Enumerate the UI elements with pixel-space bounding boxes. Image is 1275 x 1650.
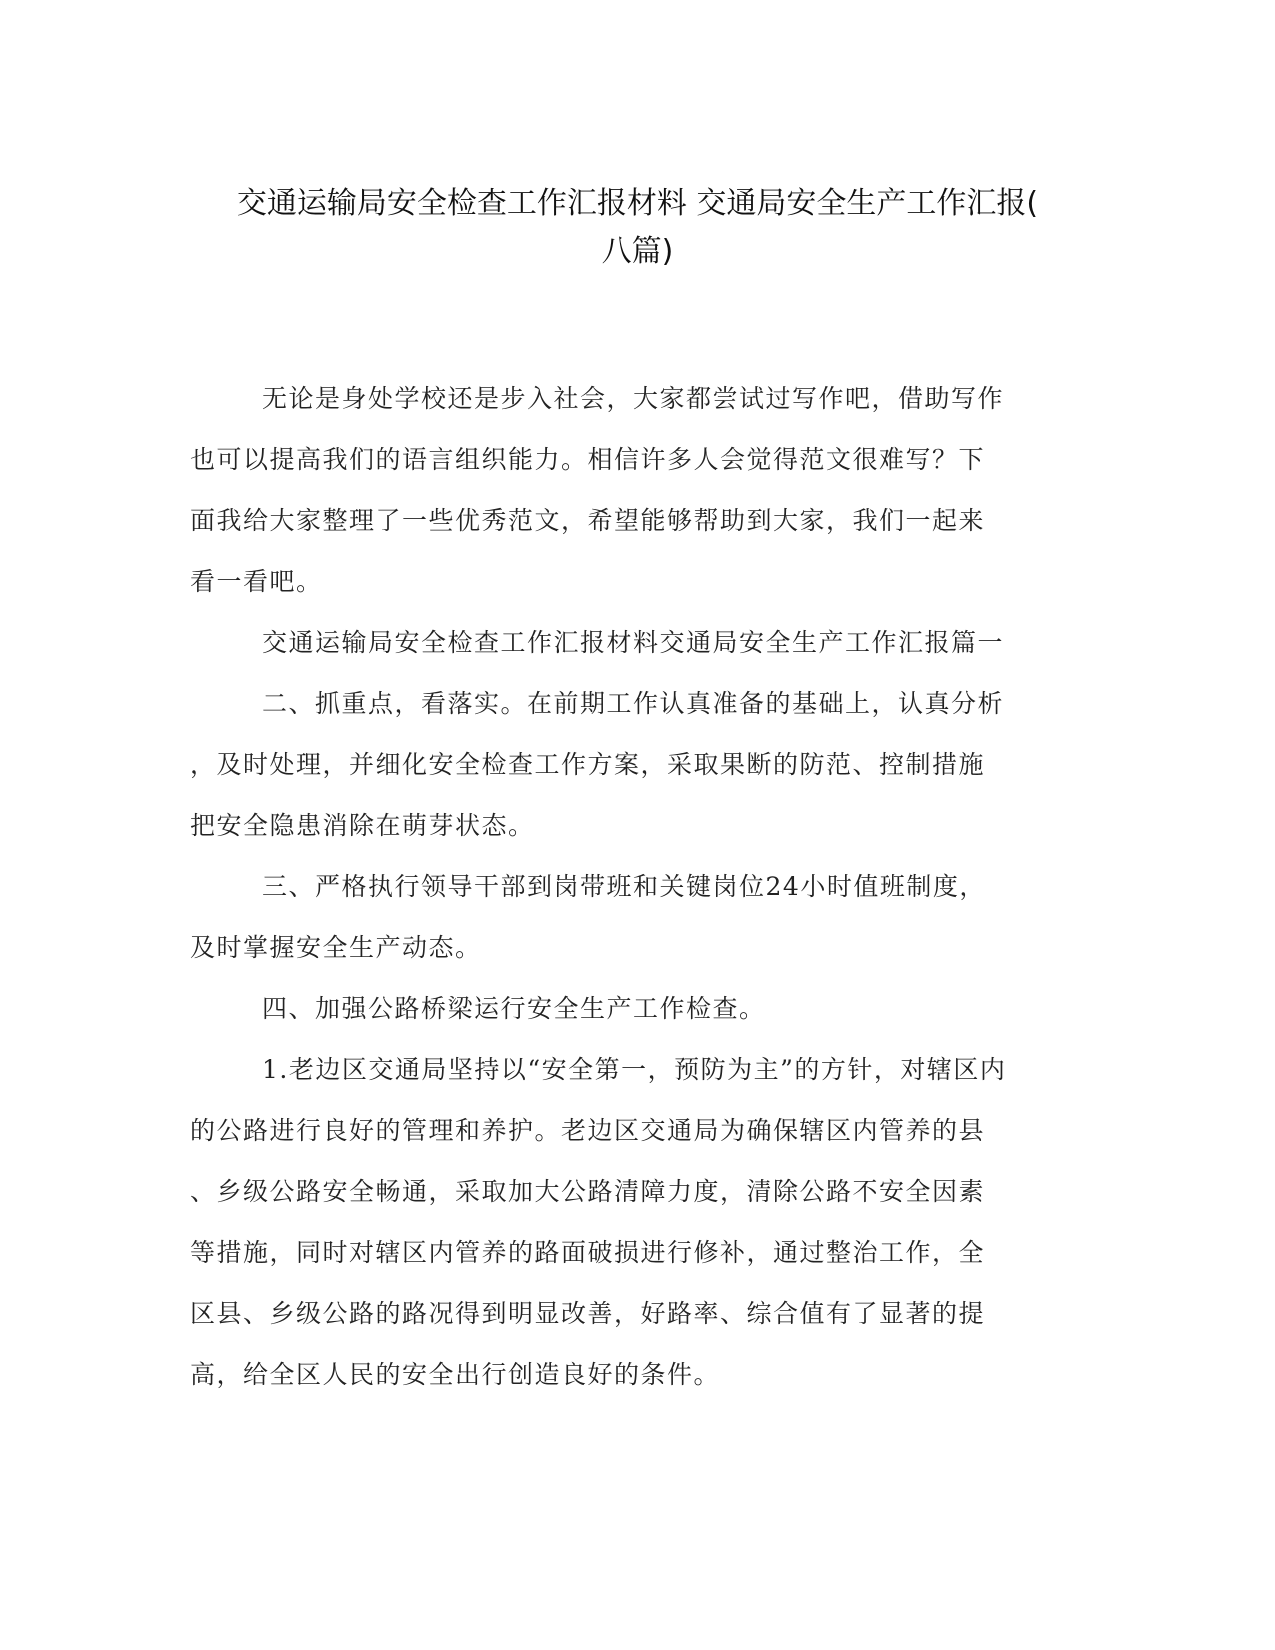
paragraph-line: 区县、乡级公路的路况得到明显改善，好路率、综合值有了显著的提 xyxy=(190,1299,986,1328)
paragraph-line: 无论是身处学校还是步入社会，大家都尝试过写作吧，借助写作 xyxy=(262,384,1005,413)
paragraph-line: 面我给大家整理了一些优秀范文，希望能够帮助到大家，我们一起来 xyxy=(190,506,986,535)
paragraph-item-3 xyxy=(190,856,1070,978)
paragraph-line: 也可以提高我们的语言组织能力。相信许多人会觉得范文很难写？下 xyxy=(190,445,986,474)
title-line: 八篇) xyxy=(601,234,674,269)
paragraph-line: 等措施，同时对辖区内管养的路面破损进行修补，通过整治工作，全 xyxy=(190,1238,986,1267)
paragraph-line: 三、严格执行领导干部到岗带班和关键岗位24小时值班制度， xyxy=(262,872,986,901)
paragraph-line: 、乡级公路安全畅通，采取加大公路清障力度，清除公路不安全因素 xyxy=(190,1177,986,1206)
paragraph-line: 1.老边区交通局坚持以“安全第一，预防为主”的方针，对辖区内 xyxy=(262,1055,1007,1084)
paragraph-intro xyxy=(190,368,1070,612)
paragraph-line: ，及时处理，并细化安全检查工作方案，采取果断的防范、控制措施 xyxy=(190,750,986,779)
paragraph-line: 及时掌握安全生产动态。 xyxy=(190,933,482,962)
paragraph-item-4-1 xyxy=(190,1039,1070,1405)
title-line: 交通运输局安全检查工作汇报材料 交通局安全生产工作汇报( xyxy=(236,186,1039,221)
paragraph-line: 高，给全区人民的安全出行创造良好的条件。 xyxy=(190,1360,721,1389)
paragraph-line: 交通运输局安全检查工作汇报材料交通局安全生产工作汇报篇一 xyxy=(262,628,1005,657)
paragraph-item-2 xyxy=(190,673,1070,856)
section-heading xyxy=(190,612,1070,673)
document-title xyxy=(150,180,1125,276)
paragraph-line: 看一看吧。 xyxy=(190,567,323,596)
paragraph-item-4 xyxy=(190,978,1070,1039)
paragraph-line: 的公路进行良好的管理和养护。老边区交通局为确保辖区内管养的县 xyxy=(190,1116,986,1145)
paragraph-line: 四、加强公路桥梁运行安全生产工作检查。 xyxy=(262,994,766,1023)
document-body xyxy=(190,368,1070,1405)
paragraph-line: 二、抓重点，看落实。在前期工作认真准备的基础上，认真分析 xyxy=(262,689,1005,718)
paragraph-line: 把安全隐患消除在萌芽状态。 xyxy=(190,811,535,840)
